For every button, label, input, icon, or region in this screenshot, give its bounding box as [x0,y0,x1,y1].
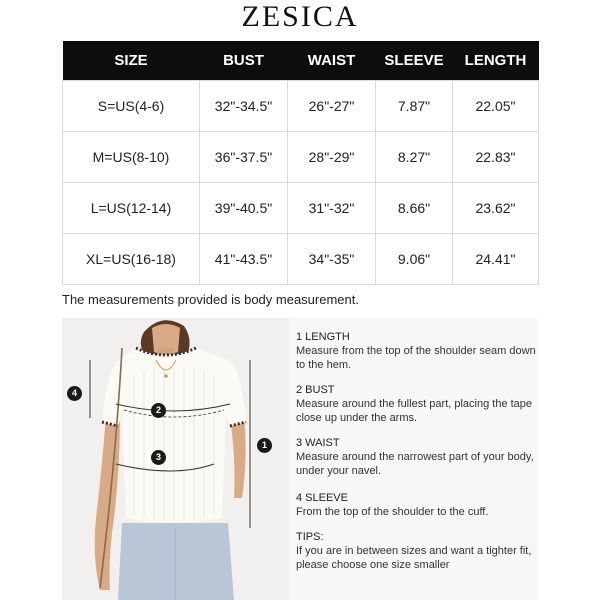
guide-bust [296,383,536,425]
cell-bust: 32"-34.5" [200,80,288,131]
guide-waist-desc: Measure around the narrowest part of your body, under your navel. [296,451,534,477]
cell-bust: 39"-40.5" [200,182,288,233]
cell-length: 23.62" [453,182,539,233]
table-row [63,182,539,233]
guide-bust-desc: Measure around the fullest part, placing the tape close up under the arms. [296,398,533,424]
measurement-guide [289,318,538,600]
cell-size: M=US(8-10) [63,131,200,182]
marker-sleeve-number: 4 [71,388,77,398]
table-row [63,233,539,284]
guide-tips-title: TIPS: [296,531,324,543]
guide-sleeve-desc: From the top of the shoulder to the cuff. [296,506,489,518]
cell-length: 24.41" [453,233,539,284]
cell-size: S=US(4-6) [63,80,200,131]
cell-waist: 26"-27" [288,80,376,131]
marker-length-badge [257,438,272,453]
marker-length-number: 1 [261,440,267,450]
header-waist: WAIST [288,41,376,80]
cell-bust: 41"-43.5" [200,233,288,284]
table-header-row [63,41,539,80]
model-illustration [62,318,289,600]
cell-waist: 34"-35" [288,233,376,284]
cell-bust: 36"-37.5" [200,131,288,182]
brand-logo: ZESICA [241,0,359,33]
marker-waist-badge [151,450,166,465]
cell-sleeve: 7.87" [376,80,453,131]
guide-length [296,330,536,372]
guide-length-title: 1 LENGTH [296,331,350,343]
cell-sleeve: 8.66" [376,182,453,233]
guide-waist [296,436,536,478]
guide-tips [296,530,536,572]
guide-sleeve [296,491,536,519]
header-length: LENGTH [453,41,539,80]
marker-bust-badge [151,403,166,418]
header-size: SIZE [63,41,200,80]
guide-bust-title: 2 BUST [296,384,335,396]
guide-length-desc: Measure from the top of the shoulder seam down to the hem. [296,345,536,371]
cell-length: 22.83" [453,131,539,182]
cell-waist: 28"-29" [288,131,376,182]
marker-waist-number: 3 [155,452,161,462]
cell-size: XL=US(16-18) [63,233,200,284]
size-chart-table [62,41,539,285]
header-bust: BUST [200,41,288,80]
cell-sleeve: 9.06" [376,233,453,284]
cell-length: 22.05" [453,80,539,131]
guide-sleeve-title: 4 SLEEVE [296,492,348,504]
guide-waist-title: 3 WAIST [296,437,340,449]
model-measurement-diagram [62,318,289,600]
marker-sleeve-badge [67,386,82,401]
cell-size: L=US(12-14) [63,182,200,233]
measurement-note: The measurements provided is body measurement. [62,292,359,307]
marker-bust-number: 2 [155,405,161,415]
table-row [63,80,539,131]
cell-sleeve: 8.27" [376,131,453,182]
guide-tips-desc: If you are in between sizes and want a tighter fit, please choose one size smaller [296,545,532,571]
header-sleeve: SLEEVE [376,41,453,80]
cell-waist: 31"-32" [288,182,376,233]
table-row [63,131,539,182]
